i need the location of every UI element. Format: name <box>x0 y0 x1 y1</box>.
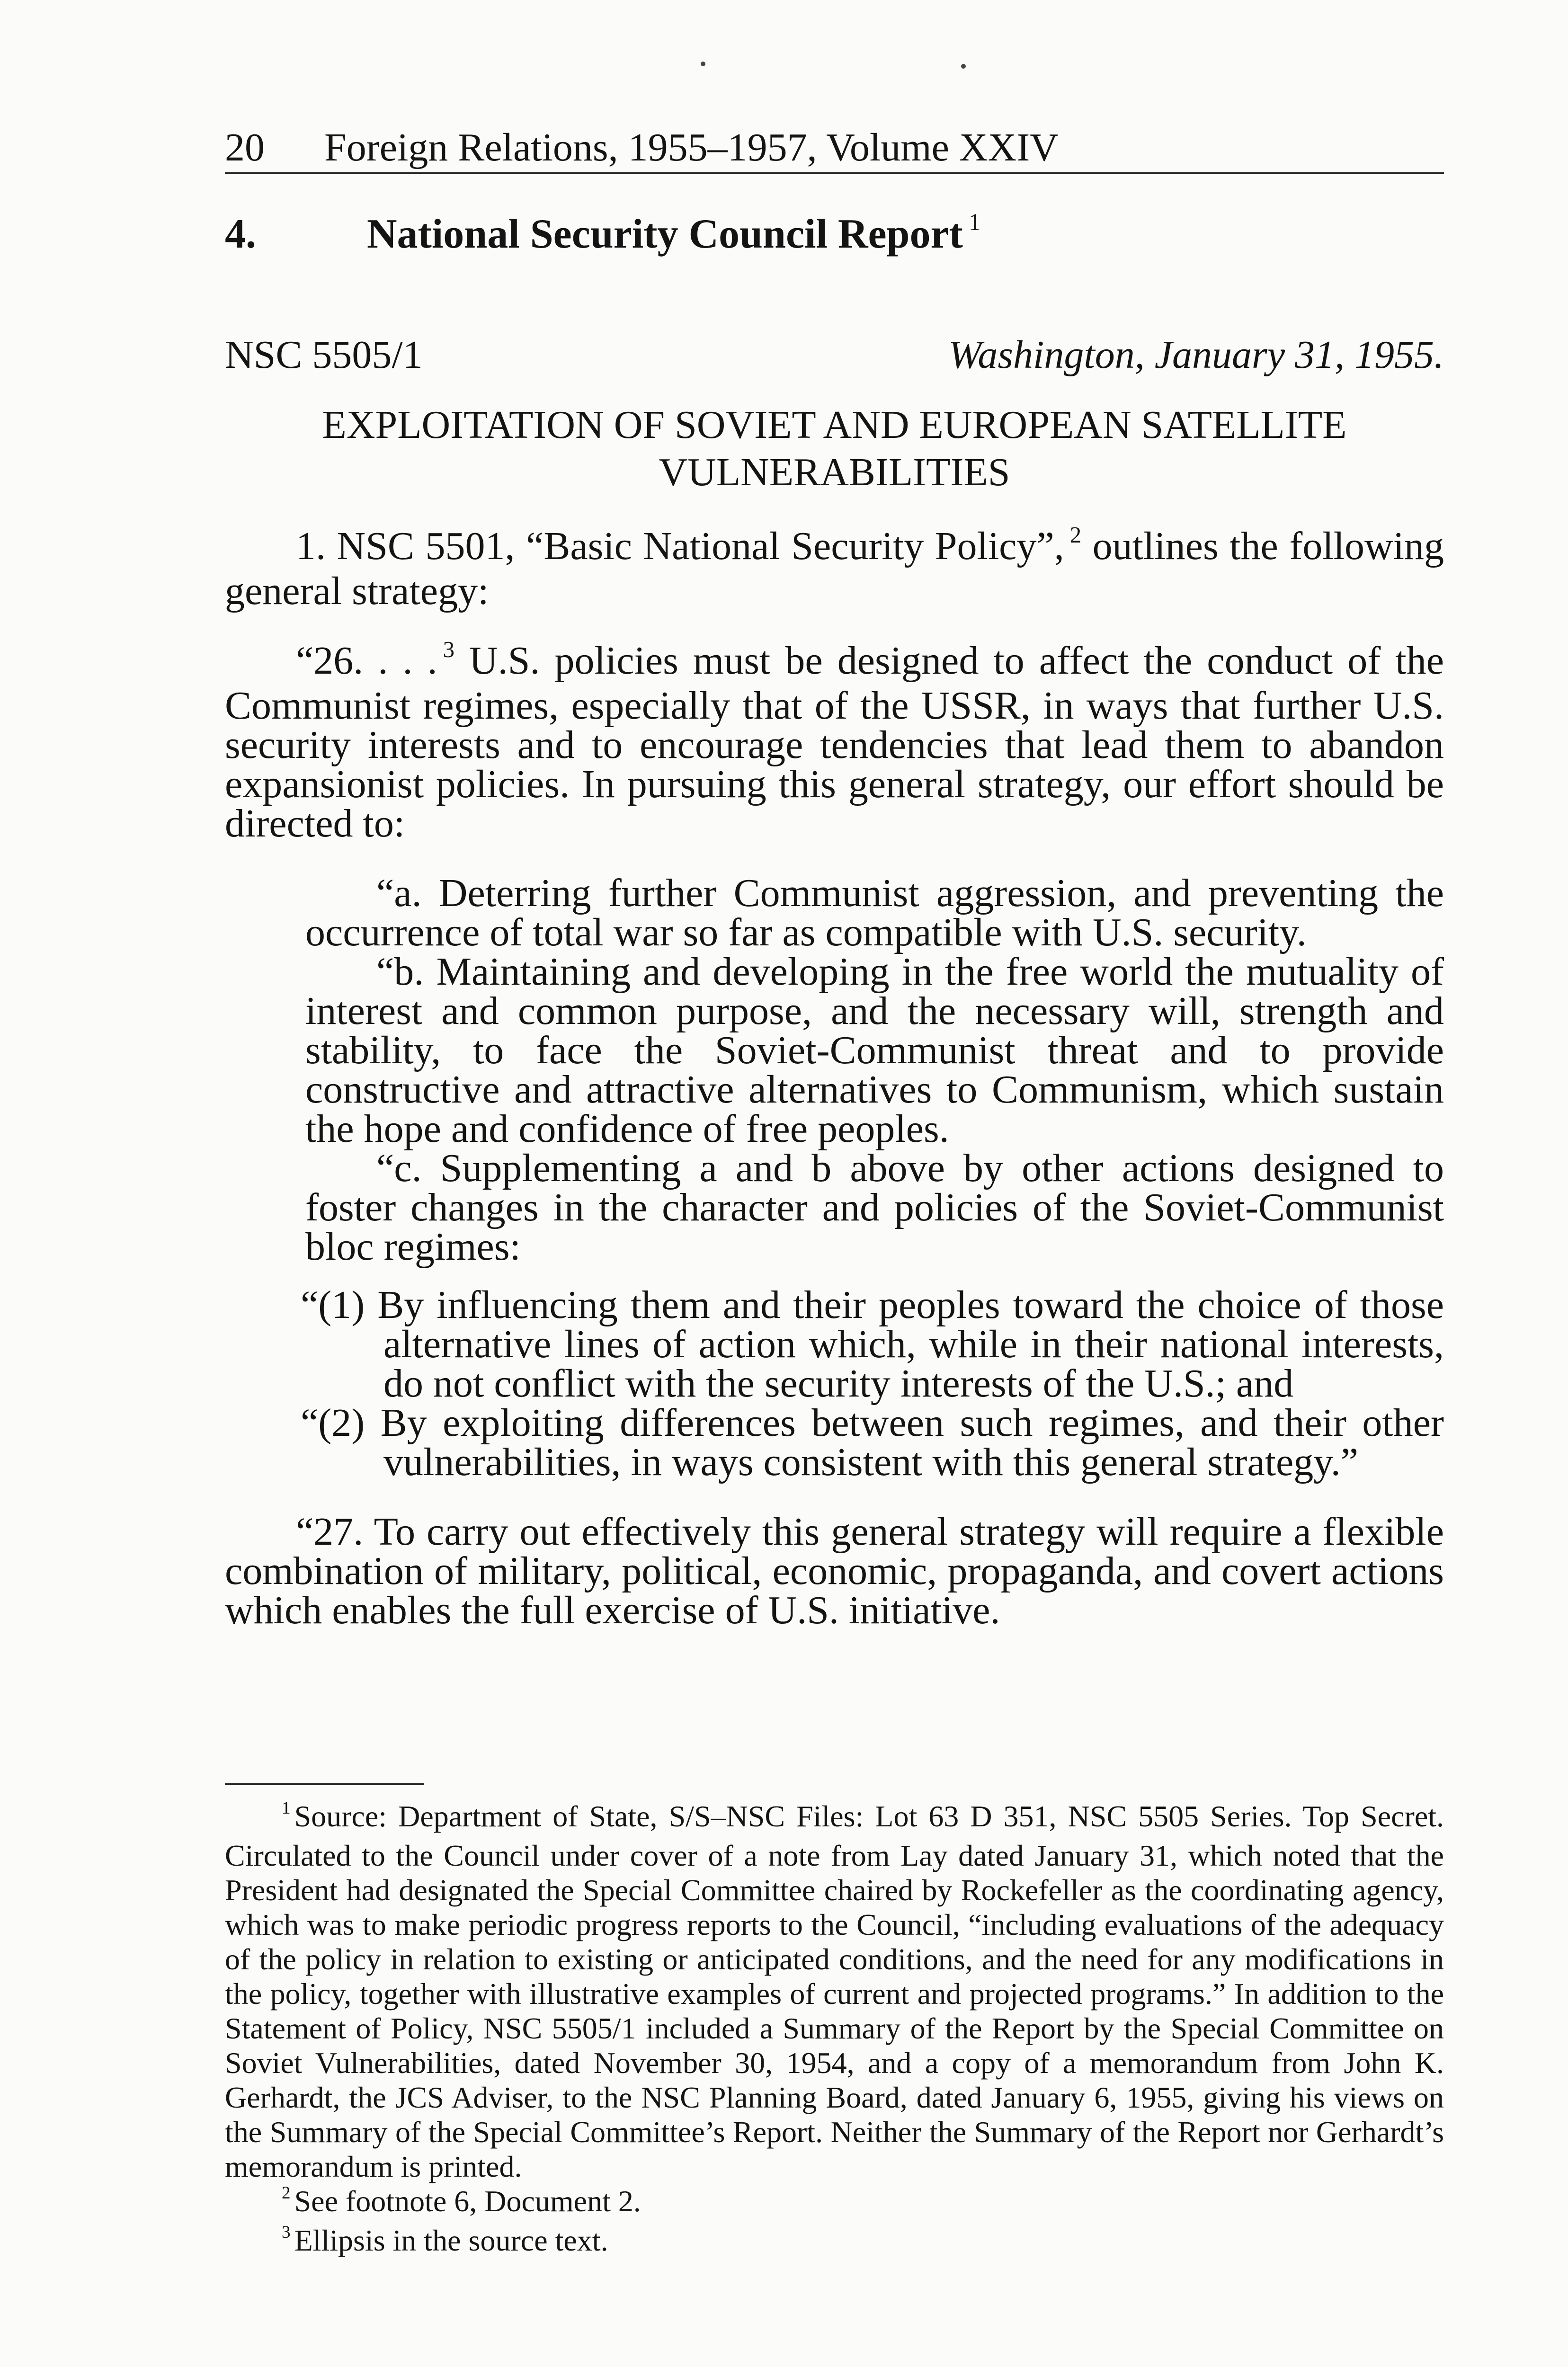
paragraph-26-start: “26. . . . <box>296 639 437 683</box>
paragraph-1-end: outlines the following general strategy: <box>225 524 1444 613</box>
footnote-divider <box>225 1783 424 1785</box>
footnotes <box>225 1799 1444 2262</box>
subject-line-1: EXPLOITATION OF SOVIET AND EUROPEAN SATELLITE <box>322 403 1347 447</box>
body-text <box>225 522 1444 1632</box>
footnote-text: See footnote 6, Document 2. <box>294 2184 641 2218</box>
document-meta <box>225 331 1444 379</box>
footnote-ref-1[interactable]: 1 <box>968 209 981 236</box>
footnote-marker: 1 <box>282 1798 291 1818</box>
footnote-ref-3[interactable]: 3 <box>443 636 454 662</box>
footnote-3 <box>225 2223 1444 2262</box>
subject-title <box>225 401 1444 496</box>
document-identifier: NSC 5505/1 <box>225 333 423 377</box>
subject-line-2: VULNERABILITIES <box>659 450 1010 494</box>
paragraph-26-text: U.S. policies must be designed to affect the conduct of the Communist regimes, especially that of the USSR, in ways that further U.S. security interests and to encourage tendencies that lead them to abandon expansionist policies. In pursuing this general strategy, our effort should be directed to: <box>225 639 1444 845</box>
document-heading <box>225 208 1444 266</box>
sub-item-1: “(1) By influencing them and their peoples toward the choice of those alternative lines of action which, while in their national interests, do not conflict with the security interests of the U.S.; and <box>301 1283 1444 1406</box>
footnote-1 <box>225 1799 1444 2184</box>
document-number: 4. <box>225 211 256 257</box>
document-title: National Security Council Report <box>367 211 963 257</box>
footnote-text: Source: Department of State, S/S–NSC Files: Lot 63 D 351, NSC 5505 Series. Top Secret. Circulated to the Council under cover of a note from Lay dated January 31, which noted that the President had designated the Special Committee chaired by Rockefeller as the coordinating agency, which was to make periodic progress reports to the Council, “including evaluations of the adequacy of the policy in relation to existing or anticipated conditions, and the need for any modifications in the policy, together with illustrative examples of current and projected programs.” In addition to the Statement of Policy, NSC 5505/1 included a Summary of the Report by the Special Committee on Soviet Vulnerabilities, dated November 30, 1954, and a copy of a memorandum from John K. Gerhardt, the JCS Adviser, to the NSC Planning Board, dated January 6, 1955, giving his views on the Summary of the Special Committee’s Report. Neither the Summary of the Report nor Gerhardt’s memorandum is printed. <box>225 1799 1444 2183</box>
item-b: “b. Maintaining and developing in the free world the mutuality of interest and common purpose, and the necessary will, strength and stability, to face the Soviet-Communist threat and to provide constructive and attractive alternatives to Communism, which sustain the hope and confidence of free peoples. <box>305 950 1444 1151</box>
footnote-text: Ellipsis in the source text. <box>294 2224 608 2257</box>
sub-item-2: “(2) By exploiting differences between such regimes, and their other vulnerabilities, in ways consistent with this general strategy.” <box>301 1401 1444 1484</box>
footnote-2 <box>225 2184 1444 2223</box>
page-number: 20 <box>225 125 265 169</box>
footnote-marker: 3 <box>282 2223 291 2242</box>
paragraph-26 <box>225 636 1444 845</box>
volume-title: Foreign Relations, 1955–1957, Volume XXIV <box>324 125 1059 169</box>
item-a: “a. Deterring further Communist aggression, and preventing the occurrence of total war so far as compatible with U.S. security. <box>305 871 1444 954</box>
paragraph-1-start: 1. NSC 5501, “Basic National Security Policy”, <box>296 524 1064 568</box>
scan-speck <box>701 62 705 66</box>
footnote-marker: 2 <box>282 2183 291 2203</box>
scan-speck <box>961 64 966 69</box>
paragraph-27: “27. To carry out effectively this general strategy will require a flexible combination of military, political, economic, propaganda, and covert actions which enables the full exercise of U.S. initiative. <box>225 1510 1444 1632</box>
running-head <box>225 124 1444 174</box>
item-c: “c. Supplementing a and b above by other actions designed to foster changes in the character and policies of the Soviet-Communist bloc regimes: <box>305 1146 1444 1269</box>
paragraph-1 <box>225 522 1444 613</box>
footnote-ref-2[interactable]: 2 <box>1069 522 1082 548</box>
place-date: Washington, January 31, 1955. <box>948 333 1444 377</box>
